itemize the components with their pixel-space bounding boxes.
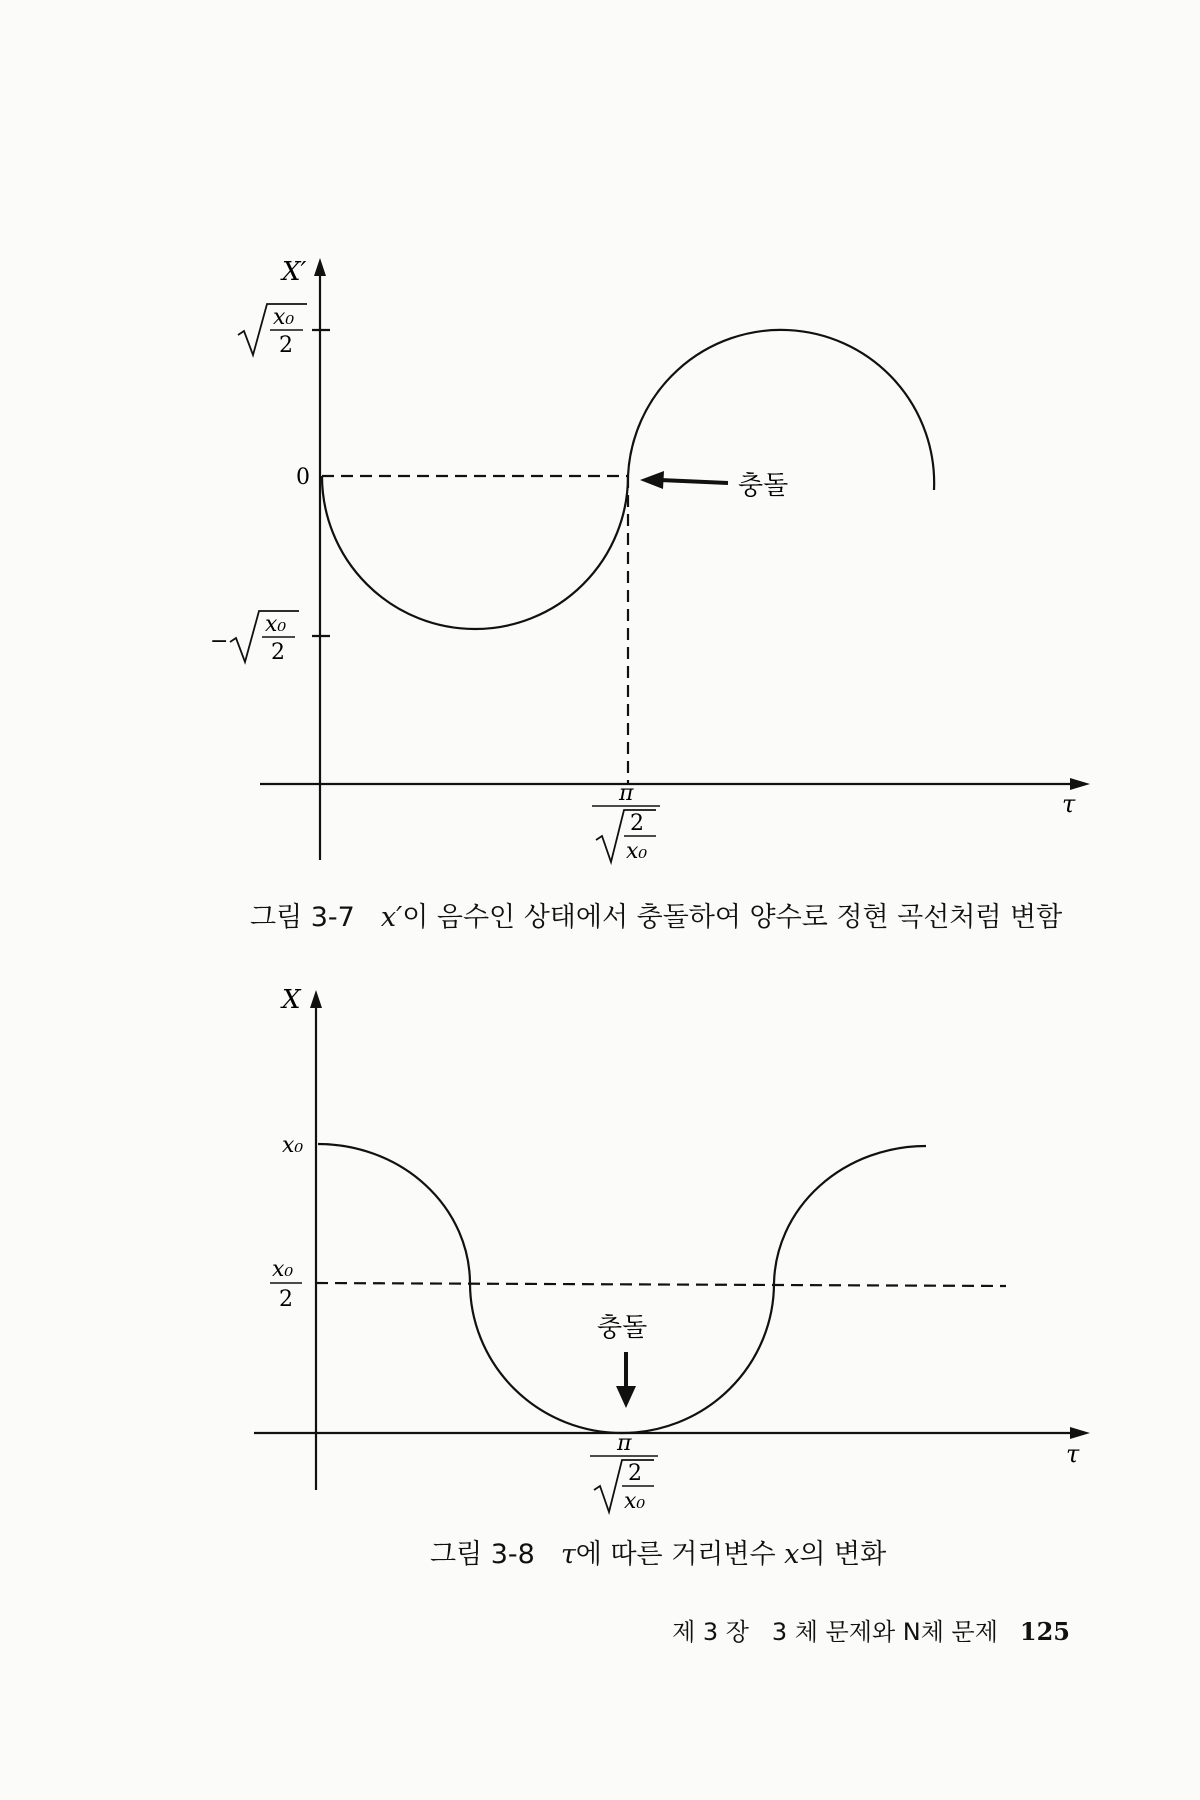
fig1-tick-top-label (238, 304, 307, 358)
fig2-y-arrowhead (310, 990, 322, 1008)
svg-text:π: π (619, 781, 634, 806)
fig2-caption: 그림 3-8 τ에 따른 거리변수 x의 변화 (430, 1539, 887, 1570)
fig2-x-arrowhead (1070, 1427, 1090, 1439)
fig1-x-label: τ (1062, 790, 1076, 818)
fig1-collision-arrowhead (640, 471, 664, 489)
fig1-y-arrowhead (314, 258, 326, 276)
fig1-x-arrowhead (1070, 778, 1090, 790)
fig1-caption: 그림 3-7 x′이 음수인 상태에서 충돌하여 양수로 정현 곡선처럼 변함 (250, 902, 1063, 933)
svg-text:x₀: x₀ (626, 839, 648, 864)
fig2-collision-arrowhead (616, 1386, 636, 1408)
fig1-x-tick-label (592, 781, 660, 864)
svg-text:2: 2 (628, 1461, 642, 1486)
fig1-tick-zero-label: 0 (296, 465, 310, 490)
svg-text:2: 2 (630, 811, 644, 836)
fig2-x-label: τ (1066, 1440, 1080, 1468)
fig1-arrow-shaft (660, 480, 728, 483)
fig1-y-label: X′ (282, 257, 307, 287)
svg-text:x₀: x₀ (624, 1489, 646, 1514)
fig2-x-tick-label (590, 1431, 658, 1514)
page-footer (672, 1612, 1070, 1647)
fig2-collision-label: 충돌 (597, 1313, 648, 1343)
svg-text:x₀: x₀ (273, 305, 295, 330)
fig2-dashed-mid (316, 1283, 1006, 1286)
svg-text:−: − (210, 629, 229, 654)
fig2-tick-top-label: x₀ (282, 1133, 304, 1158)
fig1-collision-label: 충돌 (738, 471, 789, 501)
svg-text:2: 2 (279, 1287, 293, 1312)
page-number: 125 (1019, 1617, 1070, 1646)
fig2-y-label: X (282, 985, 301, 1015)
fig2-tick-mid-label (270, 1257, 302, 1312)
chapter-title: 제 3 장 3 체 문제와 N체 문제 (672, 1618, 998, 1646)
svg-text:x₀: x₀ (265, 612, 287, 637)
fig1-tick-bottom-label (210, 611, 299, 665)
svg-text:2: 2 (279, 333, 293, 358)
svg-text:x₀: x₀ (272, 1257, 294, 1282)
svg-text:2: 2 (271, 640, 285, 665)
svg-text:π: π (617, 1431, 632, 1456)
fig1-curve (322, 330, 934, 629)
